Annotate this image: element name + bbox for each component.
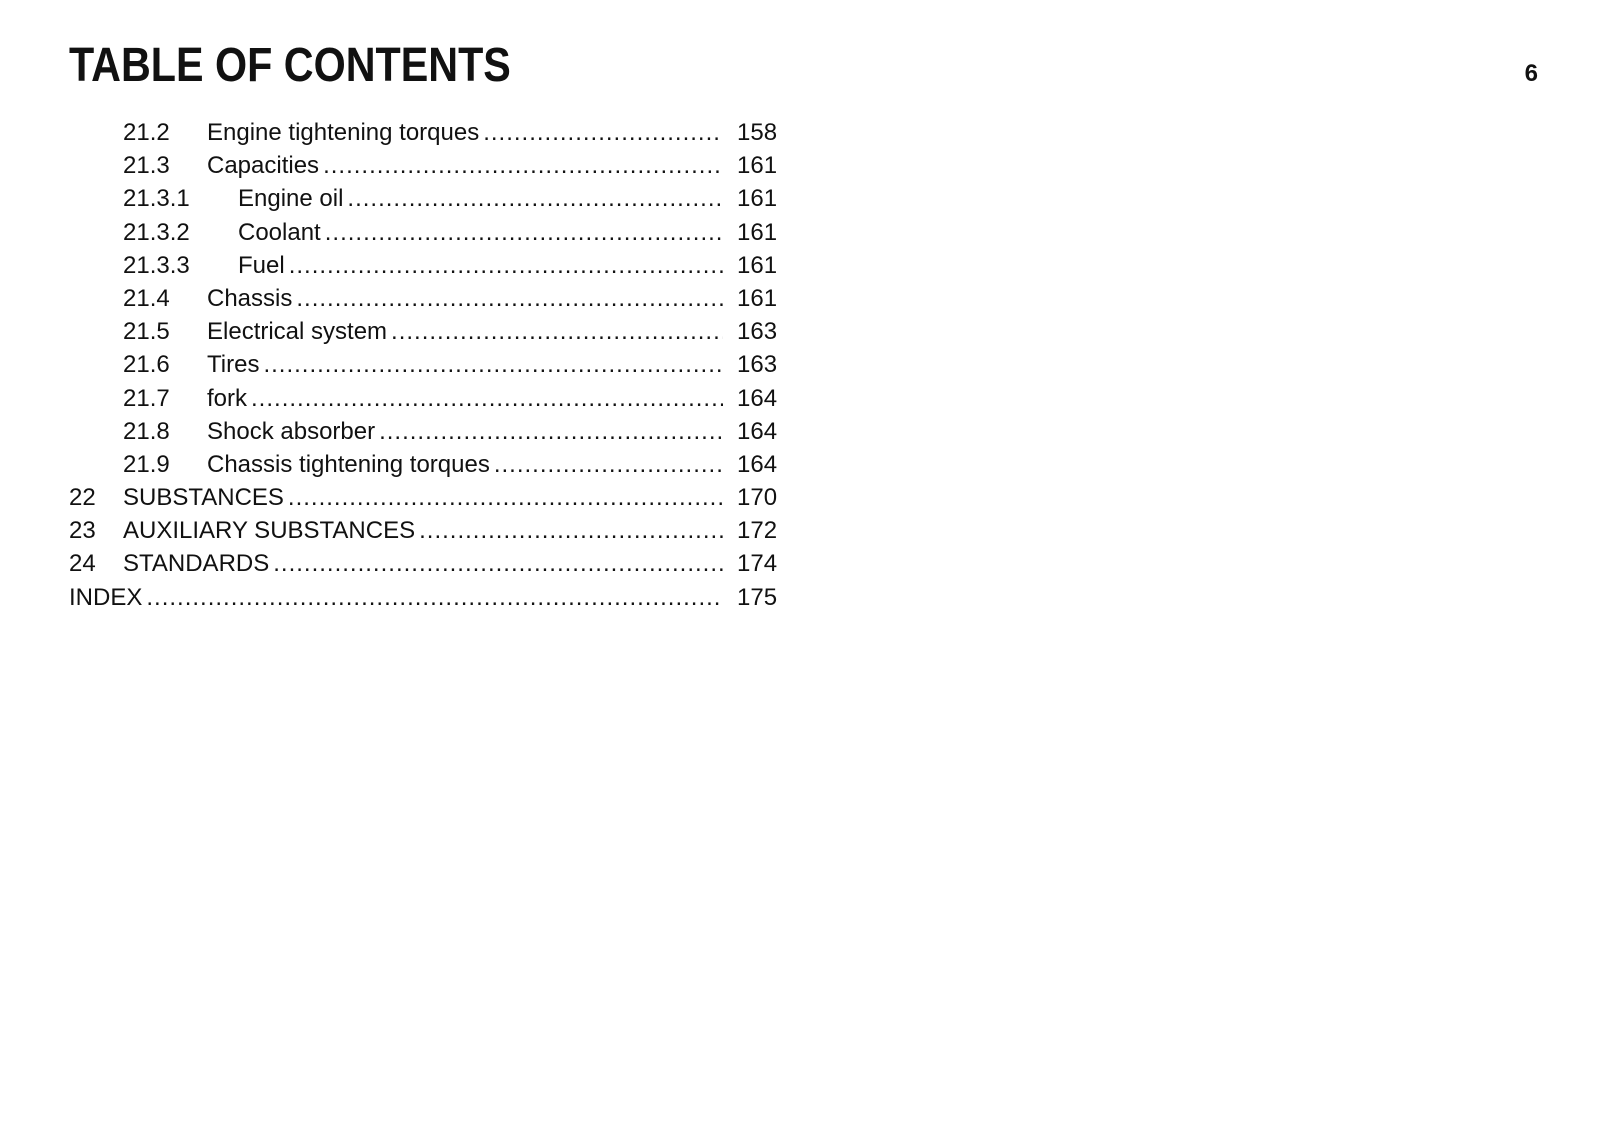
toc-entry-24[interactable] <box>69 549 783 582</box>
toc-entry-21-3-2[interactable] <box>69 218 783 251</box>
toc-section-number: 21.3.3 <box>123 251 190 279</box>
toc-section-title: Chassis tightening torques <box>207 450 490 478</box>
toc-section-title: Engine oil <box>238 185 344 213</box>
toc-page-number: 158 <box>737 119 778 146</box>
toc-dot-leader <box>323 151 723 181</box>
toc-entry-21-7[interactable] <box>69 384 783 417</box>
toc-section-title: Chassis <box>207 284 293 312</box>
toc-dot-leader <box>347 184 723 214</box>
toc-dot-leader <box>483 118 723 148</box>
toc-chapter-title: SUBSTANCES <box>123 484 284 512</box>
toc-chapter-title: STANDARDS <box>123 550 270 578</box>
toc-section-number: 21.6 <box>123 351 170 379</box>
toc-section-title: Tires <box>207 351 260 379</box>
toc-section-title: fork <box>207 384 248 412</box>
toc-chapter-number: 23 <box>69 517 96 545</box>
toc-page-number: 175 <box>737 583 778 611</box>
toc-page-number: 164 <box>737 384 778 412</box>
table-of-contents <box>69 118 783 616</box>
toc-section-number: 21.4 <box>123 284 170 312</box>
toc-page-number: 174 <box>737 550 778 578</box>
toc-chapter-number: 22 <box>69 484 96 512</box>
toc-section-title: Electrical system <box>207 318 388 346</box>
toc-dot-leader <box>296 284 723 314</box>
toc-section-title: Fuel <box>238 251 285 279</box>
toc-section-title: Engine tightening torques <box>207 119 480 146</box>
toc-dot-leader <box>263 350 723 380</box>
toc-section-number: 21.9 <box>123 450 170 478</box>
toc-entry-21-6[interactable] <box>69 350 783 383</box>
toc-entry-21-3[interactable] <box>69 151 783 184</box>
toc-entry-21-9[interactable] <box>69 450 783 483</box>
toc-dot-leader <box>325 218 723 248</box>
toc-chapter-number: 24 <box>69 550 96 578</box>
page-title: TABLE OF CONTENTS <box>69 39 511 92</box>
toc-entry-21-2[interactable] <box>69 118 783 151</box>
toc-entry-index[interactable] <box>69 583 783 616</box>
toc-chapter-title: AUXILIARY SUBSTANCES <box>123 517 416 545</box>
toc-page-number: 172 <box>737 517 778 545</box>
toc-dot-leader <box>391 317 723 347</box>
toc-page-number: 164 <box>737 417 778 445</box>
toc-entry-21-3-3[interactable] <box>69 251 783 284</box>
toc-dot-leader <box>494 450 723 480</box>
toc-dot-leader <box>273 549 723 579</box>
toc-dot-leader <box>379 417 723 447</box>
toc-page-number: 161 <box>737 152 778 180</box>
toc-section-number: 21.3.1 <box>123 185 190 213</box>
toc-dot-leader <box>288 483 723 513</box>
toc-page-number: 163 <box>737 318 778 346</box>
toc-page-number: 170 <box>737 484 778 512</box>
toc-dot-leader <box>146 583 723 613</box>
toc-page-number: 161 <box>737 284 778 312</box>
toc-page-number: 161 <box>737 251 778 279</box>
toc-page-number: 163 <box>737 351 778 379</box>
toc-dot-leader <box>289 251 723 281</box>
toc-entry-23[interactable] <box>69 516 783 549</box>
toc-chapter-title: INDEX <box>69 583 143 611</box>
toc-entry-22[interactable] <box>69 483 783 516</box>
toc-section-number: 21.5 <box>123 318 170 346</box>
toc-entry-21-4[interactable] <box>69 284 783 317</box>
toc-page-number: 161 <box>737 218 778 246</box>
toc-page-number: 164 <box>737 450 778 478</box>
toc-section-title: Coolant <box>238 218 321 246</box>
toc-entry-21-3-1[interactable] <box>69 184 783 217</box>
toc-entry-21-8[interactable] <box>69 417 783 450</box>
toc-section-number: 21.8 <box>123 417 170 445</box>
toc-section-title: Shock absorber <box>207 417 376 445</box>
toc-section-number: 21.7 <box>123 384 170 412</box>
toc-section-number: 21.3 <box>123 152 170 180</box>
toc-section-title: Capacities <box>207 152 320 180</box>
toc-section-number: 21.2 <box>123 119 170 146</box>
toc-dot-leader <box>419 516 723 546</box>
toc-entry-21-5[interactable] <box>69 317 783 350</box>
toc-dot-leader <box>251 384 723 414</box>
toc-section-number: 21.3.2 <box>123 218 190 246</box>
toc-page-number: 161 <box>737 185 778 213</box>
page-number: 6 <box>1524 60 1538 87</box>
